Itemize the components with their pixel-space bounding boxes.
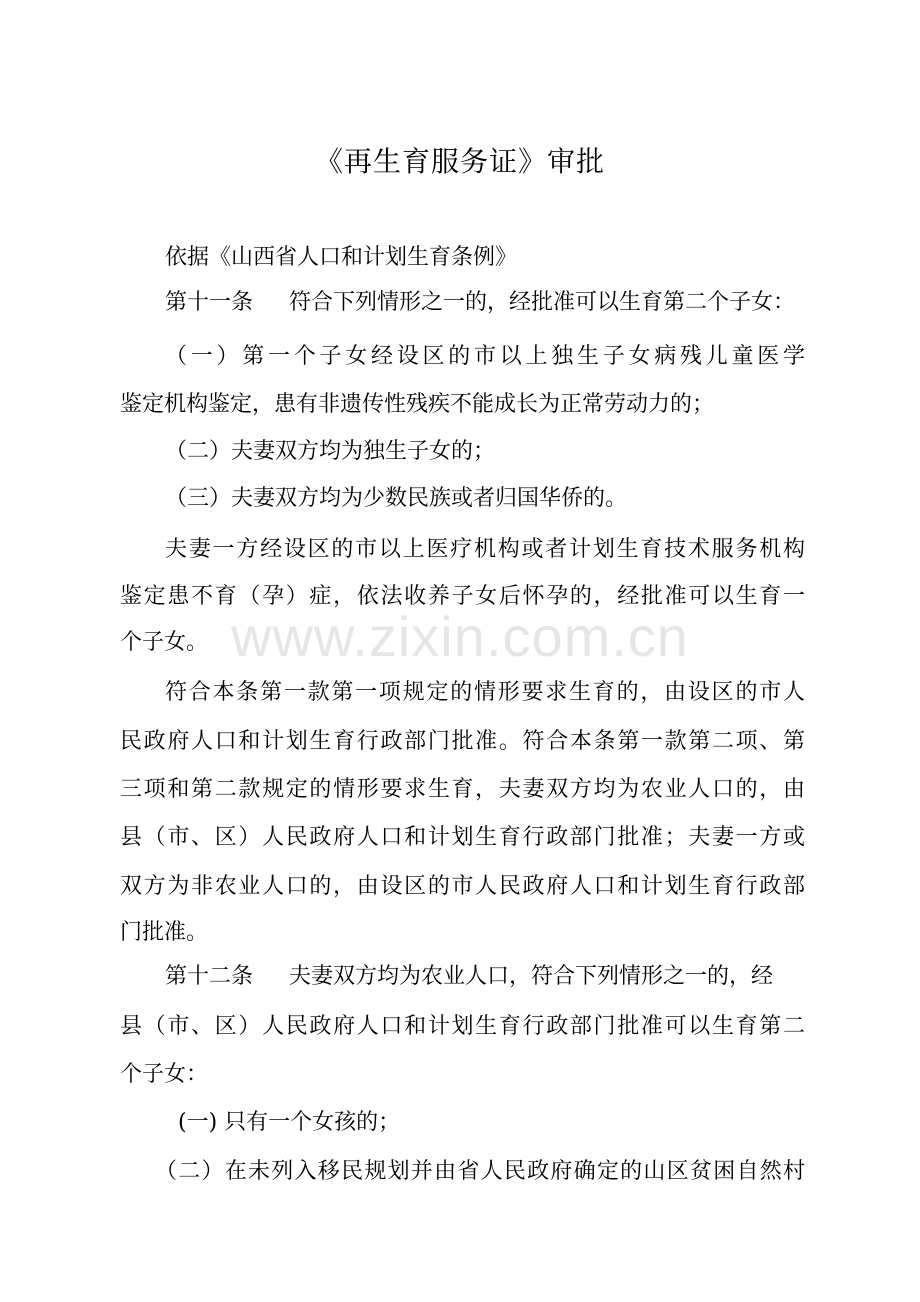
article-12-line-3: 个子女： xyxy=(120,1062,209,1087)
basis-line: 依据《山西省人口和计划生育条例》 xyxy=(165,245,518,270)
article-11-para-2-line-3: 个子女。 xyxy=(120,630,209,655)
article-11-para-3-line-6: 门批准。 xyxy=(120,920,209,945)
article-11-para-3-line-1: 符合本条第一款第一项规定的情形要求生育的，由设区的市人 xyxy=(165,680,805,705)
article-11-para-2-line-2: 鉴定患不育（孕）症，依法收养子女后怀孕的，经批准可以生育一 xyxy=(120,584,805,609)
article-11-number: 第十一条 xyxy=(165,290,254,315)
article-12-header xyxy=(165,962,805,992)
article-12-intro: 夫妻双方均为农业人口，符合下列情形之一的，经 xyxy=(289,964,774,989)
page-title: 《再生育服务证》审批 xyxy=(314,145,605,178)
article-12-item-2: （二）在未列入移民规划并由省人民政府确定的山区贫困自然村 xyxy=(155,1159,805,1184)
article-12-item-1: (一) 只有一个女孩的； xyxy=(178,1110,401,1135)
article-11-item-2: （二）夫妻双方均为独生子女的； xyxy=(165,439,496,464)
article-11-para-3-line-3: 三项和第二款规定的情形要求生育，夫妻双方均为农业人口的，由 xyxy=(120,777,805,802)
article-11-item-1-line-1: （一）第一个子女经设区的市以上独生子女病残儿童医学 xyxy=(165,344,805,369)
article-11-para-3-line-2: 民政府人口和计划生育行政部门批准。符合本条第一款第二项、第 xyxy=(120,729,805,754)
article-11-para-3-line-4: 县（市、区）人民政府人口和计划生育行政部门批准；夫妻一方或 xyxy=(120,825,805,850)
article-11-header xyxy=(165,288,855,318)
watermark: www.zixin.com.cn xyxy=(231,605,689,668)
article-11-para-3-line-5: 双方为非农业人口的，由设区的市人民政府人口和计划生育行政部 xyxy=(120,874,805,899)
article-11-item-3: （三）夫妻双方均为少数民族或者归国华侨的。 xyxy=(165,486,628,511)
article-11-para-2-line-1: 夫妻一方经设区的市以上医疗机构或者计划生育技术服务机构 xyxy=(165,537,805,562)
article-11-item-1-line-2: 鉴定机构鉴定，患有非遗传性残疾不能成长为正常劳动力的； xyxy=(120,392,715,417)
article-11-intro: 符合下列情形之一的，经批准可以生育第二个子女： xyxy=(289,290,796,315)
article-12-number: 第十二条 xyxy=(165,964,254,989)
article-12-line-2: 县（市、区）人民政府人口和计划生育行政部门批准可以生育第二 xyxy=(120,1014,805,1039)
